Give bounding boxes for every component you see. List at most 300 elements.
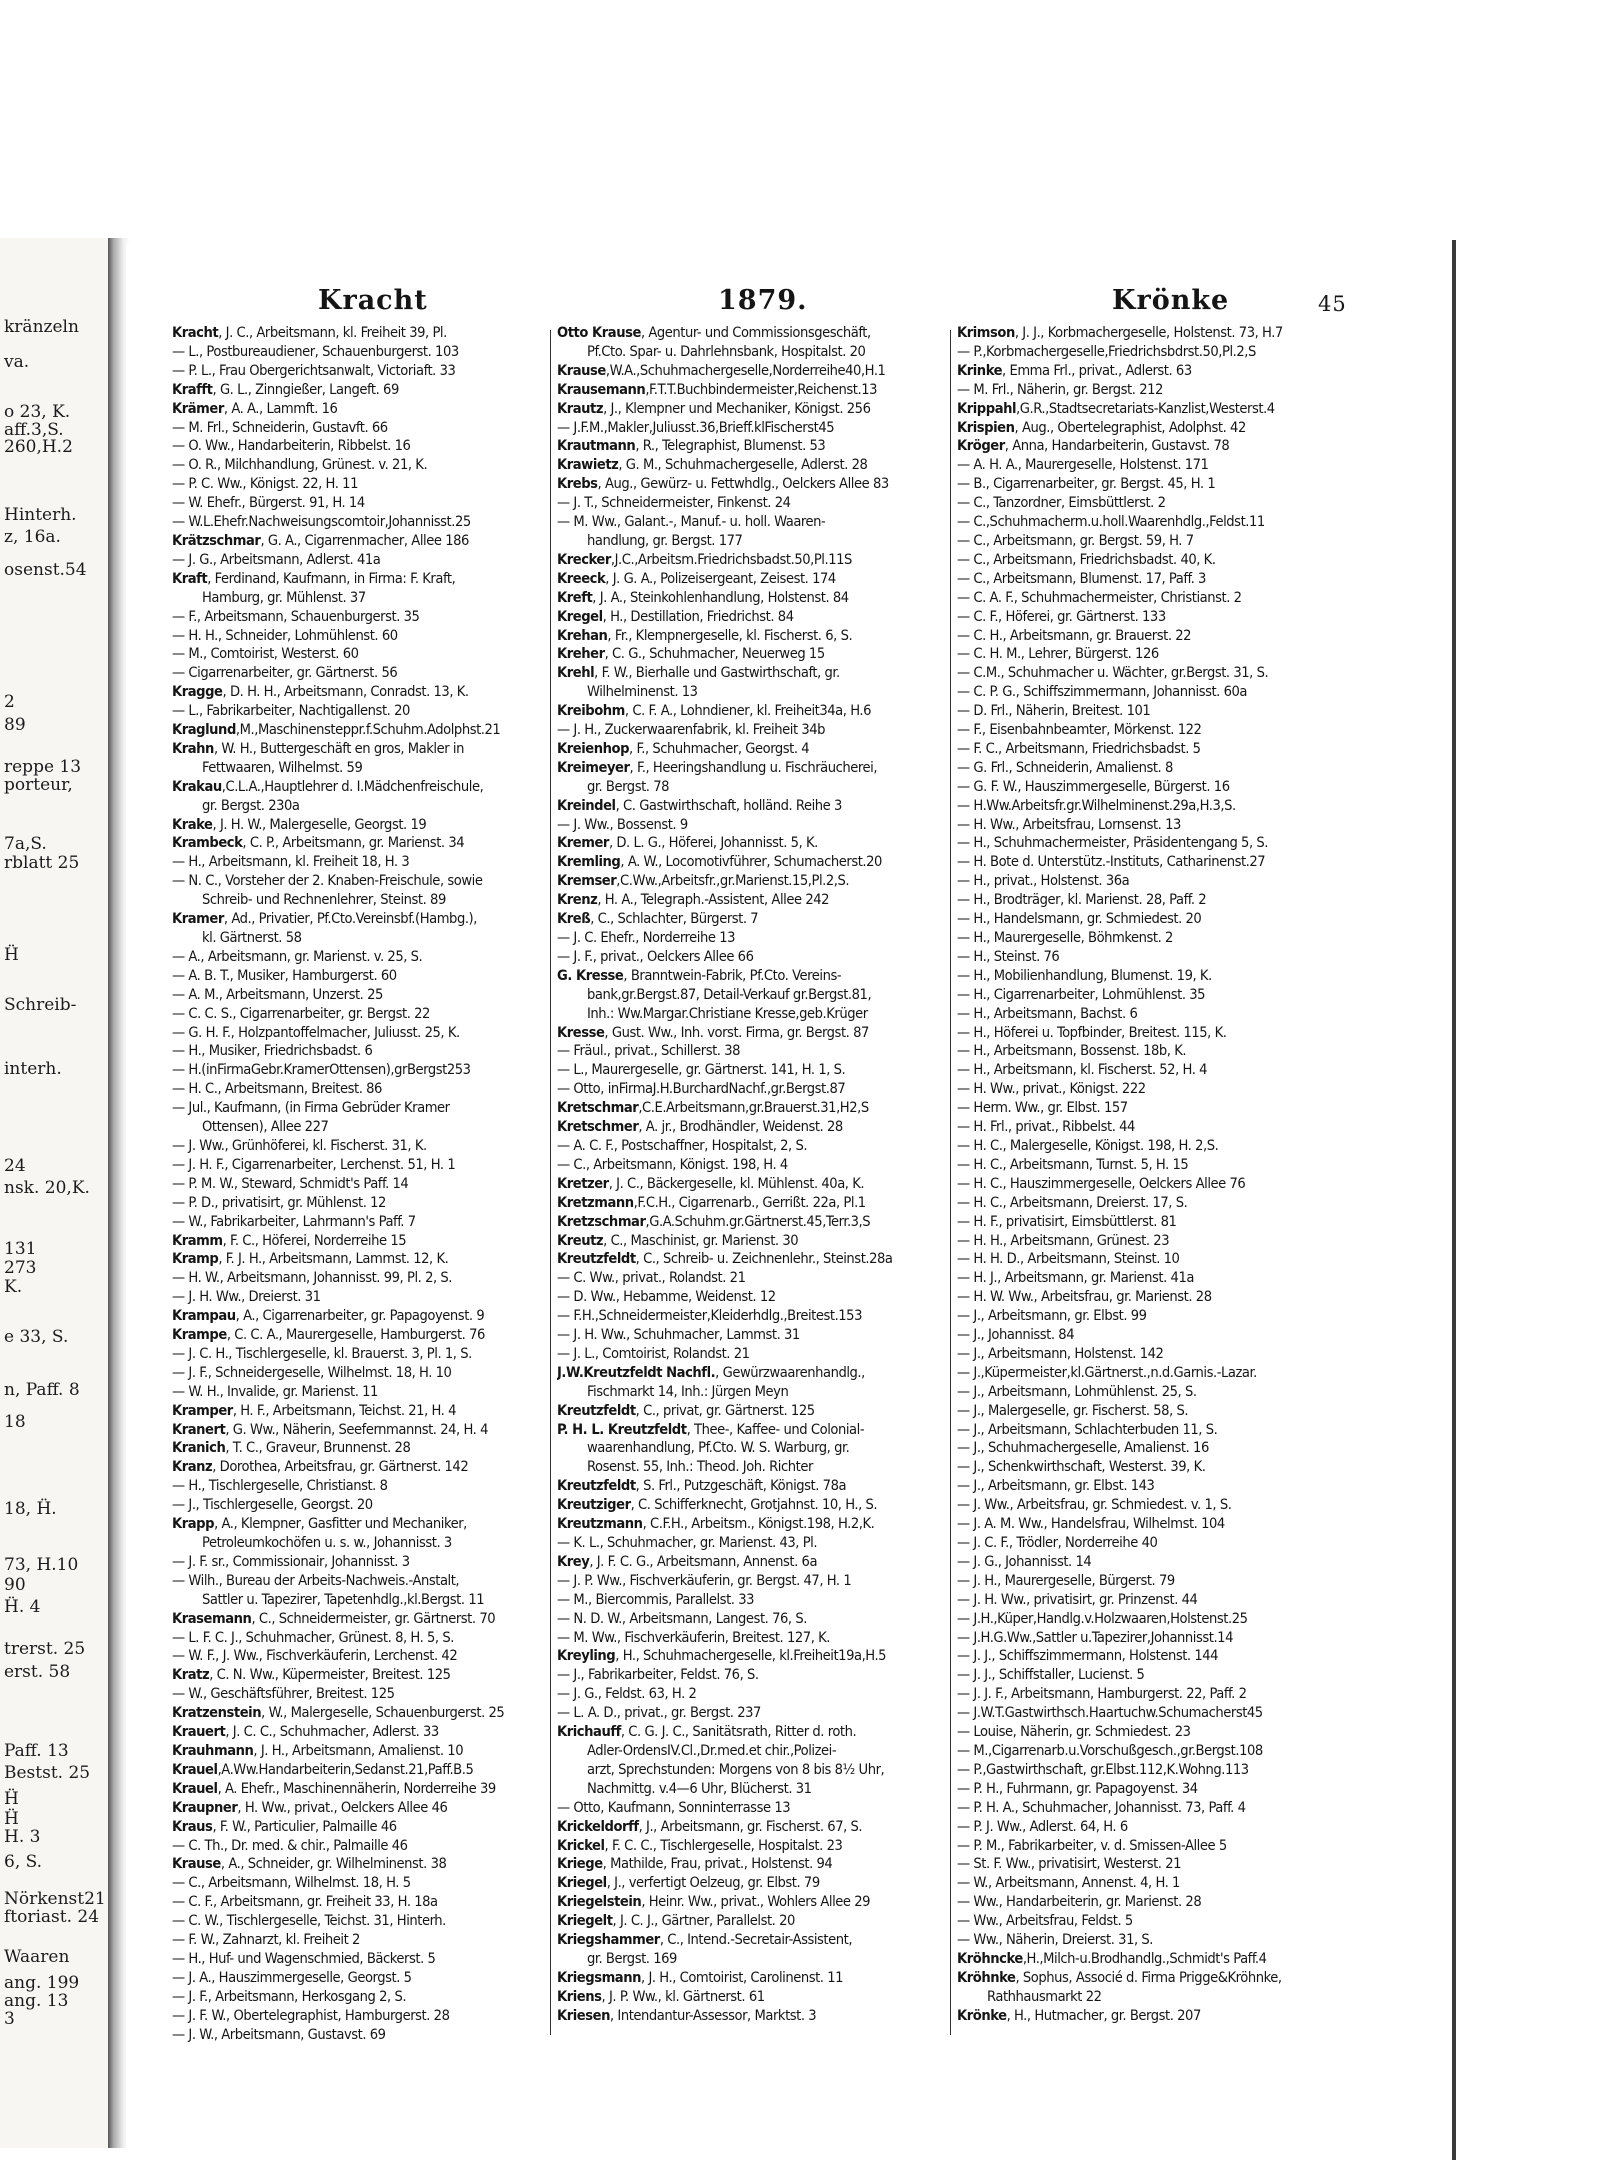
entry-details: , C. G. J. C., Sanitätsrath, Ritter d. roth.	[620, 1723, 857, 1741]
entry-details: — P. C. Ww., Königst. 22, H. 11	[172, 475, 358, 493]
entry-details: Fischmarkt 14, Inh.: Jürgen Meyn	[587, 1382, 789, 1400]
left-page-text-fragment: 18, Ḧ.	[4, 1499, 57, 1519]
directory-entry	[172, 740, 546, 759]
entry-surname: Kremser	[557, 872, 617, 890]
directory-entry-line	[557, 721, 946, 740]
directory-entry	[557, 1553, 946, 1572]
entry-surname: Kraus	[172, 1817, 213, 1835]
directory-entry	[557, 1647, 946, 1666]
left-page-text-fragment: reppe 13	[4, 757, 82, 777]
entry-details: Ottensen), Allee 227	[202, 1118, 329, 1136]
entry-details: — J. H. F., Cigarrenarbeiter, Lerchenst. 51, H. 1	[172, 1155, 456, 1173]
entry-details: — J., Arbeitsmann, gr. Elbst. 99	[957, 1307, 1147, 1325]
entry-details: , J. C. J., Gärtner, Parallelst. 20	[612, 1912, 795, 1930]
left-page-text-fragment: n, Paff. 8	[4, 1380, 80, 1400]
entry-details: — J. H. Ww., privatisirt, gr. Prinzenst. 44	[957, 1590, 1198, 1608]
entry-surname: Kreibohm	[557, 702, 625, 720]
directory-entry-line	[557, 1042, 946, 1061]
entry-surname: Krapp	[172, 1515, 215, 1533]
directory-entry-line	[172, 494, 546, 513]
entry-details: Nachmittg. v.4—6 Uhr, Blücherst. 31	[587, 1779, 812, 1797]
entry-details: , J. H. W., Malergeselle, Georgst. 19	[212, 815, 427, 833]
entry-details: Pf.Cto. Spar- u. Dahrlehnsbank, Hospitalst. 20	[587, 342, 866, 360]
entry-details: — C. Th., Dr. med. & chir., Palmaille 46	[172, 1836, 408, 1854]
directory-entry	[172, 834, 546, 853]
directory-entry	[957, 1950, 1341, 1969]
entry-details: , Intendantur-Assessor, Marktst. 3	[609, 2006, 817, 2024]
entry-details: ,J.C.,Arbeitsm.Friedrichsbadst.50,Pl.11S	[610, 550, 852, 568]
left-page-text-fragment: 73, H.10	[4, 1555, 79, 1575]
entry-surname: Kreyling	[557, 1647, 616, 1665]
entry-details: Adler-OrdensIV.Cl.,Dr.med.et chir.,Polizei-	[587, 1741, 837, 1759]
entry-details: , A. W., Locomotivführer, Schumacherst.20	[620, 853, 882, 871]
directory-entry-line	[957, 910, 1341, 929]
directory-entry	[172, 1799, 546, 1818]
entry-details: , J. C., Bäckergeselle, kl. Mühlenst. 40a, K.	[608, 1174, 865, 1192]
entry-details: — C. W., Tischlergeselle, Teichst. 31, Hinterh.	[172, 1912, 446, 1930]
entry-details: — L. A. D., privat., gr. Bergst. 237	[557, 1704, 761, 1722]
directory-entry-line	[172, 1685, 546, 1704]
directory-entry-line	[172, 1931, 546, 1950]
directory-entry	[172, 1515, 546, 1534]
directory-entry	[172, 1421, 546, 1440]
directory-entry	[557, 1515, 946, 1534]
entry-surname: Kreutz	[557, 1231, 604, 1249]
directory-entry-line	[557, 1780, 946, 1799]
directory-entry-line	[557, 513, 946, 532]
entry-details: , F., Heeringshandlung u. Fischräucherei,	[629, 758, 878, 776]
entry-details: — J., Malergeselle, gr. Fischerst. 58, S.	[957, 1401, 1189, 1419]
entry-surname: Krampau	[172, 1307, 236, 1325]
entry-surname: Kriegsmann	[557, 1968, 642, 1986]
directory-entry-line	[957, 1175, 1341, 1194]
entry-details: ,F.T.T.Buchbindermeister,Reichenst.13	[645, 380, 878, 398]
directory-entry-line	[172, 589, 546, 608]
directory-entry	[557, 967, 946, 986]
entry-details: , Aug., Gewürz- u. Fettwhdlg., Oelckers Allee 83	[597, 475, 889, 493]
directory-entry-line	[172, 1950, 546, 1969]
entry-details: — H., Höferei u. Topfbinder, Breitest. 115, K.	[957, 1023, 1227, 1041]
entry-surname: Otto Krause	[557, 324, 641, 341]
entry-details: , A., Klempner, Gasfitter und Mechaniker,	[214, 1515, 467, 1533]
directory-entry	[557, 1194, 946, 1213]
directory-entry-line	[957, 1458, 1341, 1477]
directory-entry-line	[957, 967, 1341, 986]
entry-details: — J.,Küpermeister,kl.Gärtnerst.,n.d.Garnis.-Lazar.	[957, 1363, 1257, 1381]
entry-details: — D. Ww., Hebamme, Weidenst. 12	[557, 1288, 776, 1306]
directory-entry-line	[557, 1288, 946, 1307]
directory-entry	[557, 324, 946, 343]
entry-surname: Kreindel	[557, 796, 616, 814]
entry-surname: Kreeck	[557, 569, 606, 587]
directory-column-1	[172, 324, 546, 2044]
entry-details: — J., Tischlergeselle, Georgst. 20	[172, 1496, 373, 1514]
entry-surname: Kratz	[172, 1666, 210, 1684]
entry-details: — J. J., Schiffszimmermann, Holstenst. 144	[957, 1647, 1219, 1665]
left-page-text-fragment: erst. 58	[4, 1662, 71, 1682]
entry-details: ,G.R.,Stadtsecretariats-Kanzlist,Westerst.4	[1016, 399, 1275, 417]
directory-entry-line	[957, 1496, 1341, 1515]
entry-details: , H. Ww., privat., Oelckers Allee 46	[237, 1798, 448, 1816]
entry-details: , T. C., Graveur, Brunnenst. 28	[225, 1439, 411, 1457]
directory-entry	[957, 419, 1341, 438]
entry-details: , H., Schuhmachergeselle, kl.Freiheit19a,H.5	[615, 1647, 887, 1665]
entry-details: ,C.E.Arbeitsmann,gr.Brauerst.31,H2,S	[638, 1099, 869, 1117]
entry-details: Schreib- und Rechnenlehrer, Steinst. 89	[202, 891, 446, 909]
entry-details: — Ww., Arbeitsfrau, Feldst. 5	[957, 1912, 1133, 1930]
entry-details: — Fräul., privat., Schillerst. 38	[557, 1042, 741, 1060]
directory-entry	[557, 1364, 946, 1383]
entry-details: ,G.A.Schuhm.gr.Gärtnerst.45,Terr.3,S	[645, 1212, 871, 1230]
directory-entry-line	[957, 1383, 1341, 1402]
entry-surname: Krautz	[557, 399, 604, 417]
entry-details: — J. P. Ww., Fischverkäuferin, gr. Bergst. 47, H. 1	[557, 1571, 852, 1589]
entry-surname: Krecker	[557, 550, 611, 568]
directory-entry-line	[172, 1988, 546, 2007]
entry-details: , H., Hutmacher, gr. Bergst. 207	[1006, 2006, 1201, 2024]
directory-entry-line	[557, 1137, 946, 1156]
entry-details: — J. J., Schiffstaller, Lucienst. 5	[957, 1666, 1145, 1684]
entry-details: — J. A. M. Ww., Handelsfrau, Wilhelmst. 104	[957, 1515, 1225, 1533]
entry-details: — J. L., Comtoirist, Rolandst. 21	[557, 1344, 750, 1362]
entry-surname: Kröhnke	[957, 1968, 1016, 1986]
entry-details: — C., Arbeitsmann, Wilhelmst. 18, H. 5	[172, 1874, 411, 1892]
directory-entry	[557, 456, 946, 475]
entry-surname: Kriegelstein	[557, 1893, 642, 1911]
entry-details: , J. A., Steinkohlenhandlung, Holstenst. 84	[592, 588, 849, 606]
directory-entry-line	[557, 1326, 946, 1345]
directory-entry-line	[957, 1988, 1341, 2007]
entry-details: — P. M., Fabrikarbeiter, v. d. Smissen-Allee 5	[957, 1836, 1227, 1854]
directory-entry-line	[957, 986, 1341, 1005]
directory-entry-line	[957, 532, 1341, 551]
directory-entry-line	[957, 645, 1341, 664]
directory-entry	[172, 381, 546, 400]
entry-details: — F., Arbeitsmann, Schauenburgerst. 35	[172, 607, 420, 625]
directory-entry-line	[172, 1099, 546, 1118]
directory-entry-line	[957, 834, 1341, 853]
directory-entry-line	[172, 797, 546, 816]
entry-details: — O. Ww., Handarbeiterin, Ribbelst. 16	[172, 437, 411, 455]
directory-entry-line	[172, 1288, 546, 1307]
directory-entry-line	[957, 1061, 1341, 1080]
entry-details: — P. H., Fuhrmann, gr. Papagoyenst. 34	[957, 1779, 1198, 1797]
entry-details: , R., Telegraphist, Blumenst. 53	[635, 437, 826, 455]
directory-entry-line	[172, 627, 546, 646]
entry-surname: Krampe	[172, 1326, 227, 1344]
directory-entry	[557, 872, 946, 891]
entry-surname: Kriegshammer	[557, 1931, 660, 1949]
left-page-text-fragment: H. 3	[4, 1827, 41, 1847]
directory-entry	[172, 1761, 546, 1780]
directory-entry	[557, 834, 946, 853]
directory-entry-line	[957, 1780, 1341, 1799]
directory-entry-line	[957, 1156, 1341, 1175]
entry-details: , C. F. A., Lohndiener, kl. Freiheit34a, H.6	[624, 702, 871, 720]
directory-entry-line	[957, 948, 1341, 967]
entry-details: — H. J., Arbeitsmann, gr. Marienst. 41a	[957, 1269, 1194, 1287]
directory-entry-line	[172, 1874, 546, 1893]
entry-surname: Kratzenstein	[172, 1704, 262, 1722]
entry-details: , C. P., Arbeitsmann, gr. Marienst. 34	[242, 834, 465, 852]
left-page-text-fragment: 3	[4, 2009, 15, 2029]
entry-details: — M. Ww., Fischverkäuferin, Breitest. 127, K.	[557, 1628, 831, 1646]
entry-surname: Kramm	[172, 1231, 223, 1249]
directory-entry-line	[172, 1194, 546, 1213]
left-page-text-fragment: 90	[4, 1575, 26, 1595]
entry-details: — J. T., Schneidermeister, Finkenst. 24	[557, 494, 791, 512]
entry-details: , Gust. Ww., Inh. vorst. Firma, gr. Bergst. 87	[604, 1023, 869, 1041]
directory-entry	[557, 1250, 946, 1269]
entry-details: , J. G. A., Polizeisergeant, Zeisest. 174	[605, 569, 836, 587]
entry-details: — C. F., Höferei, gr. Gärtnerst. 133	[957, 607, 1166, 625]
entry-surname: Kresse	[557, 1023, 605, 1041]
entry-details: , F. W., Particulier, Palmaille 46	[212, 1817, 397, 1835]
entry-details: — Cigarrenarbeiter, gr. Gärtnerst. 56	[172, 664, 398, 682]
entry-details: , G. Ww., Näherin, Seefernmannst. 24, H. 4	[225, 1420, 488, 1438]
entry-details: — Herm. Ww., gr. Elbst. 157	[957, 1099, 1128, 1117]
entry-details: , H. F., Arbeitsmann, Teichst. 21, H. 4	[232, 1401, 457, 1419]
left-page-text-fragment: 131	[4, 1239, 37, 1259]
entry-details: — H., privat., Holstenst. 36a	[957, 872, 1130, 890]
directory-entry	[172, 400, 546, 419]
entry-details: , J. P. Ww., kl. Gärtnerst. 61	[601, 1987, 765, 2005]
directory-entry-line	[172, 2026, 546, 2044]
left-page-text-fragment: K.	[4, 1277, 23, 1297]
entry-details: — J. J. F., Arbeitsmann, Hamburgerst. 22, Paff. 2	[957, 1685, 1247, 1703]
directory-entry	[172, 324, 546, 343]
directory-entry	[557, 627, 946, 646]
entry-details: , Dorothea, Arbeitsfrau, gr. Gärtnerst. 142	[212, 1458, 469, 1476]
entry-surname: Kreutziger	[557, 1496, 631, 1514]
entry-details: — J. F., Arbeitsmann, Herkosgang 2, S.	[172, 1987, 407, 2005]
entry-details: , C.F.H., Arbeitsm., Königst.198, H.2,K.	[642, 1515, 875, 1533]
entry-details: , W. H., Buttergeschäft en gros, Makler in	[213, 739, 464, 757]
directory-entry-line	[957, 872, 1341, 891]
entry-surname: Kracht	[172, 324, 219, 341]
entry-details: , C. Gastwirthschaft, holländ. Reihe 3	[615, 796, 842, 814]
directory-entry	[172, 683, 546, 702]
left-page-text-fragment: rblatt 25	[4, 853, 80, 873]
directory-entry-line	[957, 1647, 1341, 1666]
directory-entry-line	[172, 475, 546, 494]
left-page-text-fragment: interh.	[4, 1059, 62, 1079]
entry-details: — H. H. D., Arbeitsmann, Steinst. 10	[957, 1250, 1180, 1268]
directory-entry	[557, 437, 946, 456]
directory-entry-line	[957, 1742, 1341, 1761]
entry-details: , Emma Frl., privat., Adlerst. 63	[1002, 361, 1192, 379]
left-page-text-fragment: ang. 13	[4, 1991, 69, 2011]
entry-details: ,W.A.,Schuhmachergeselle,Norderreihe40,H.1	[605, 361, 886, 379]
directory-column-3	[957, 324, 1341, 2044]
entry-details: — H. C., Arbeitsmann, Turnst. 5, H. 15	[957, 1155, 1189, 1173]
directory-entry	[557, 1024, 946, 1043]
directory-entry-line	[957, 1855, 1341, 1874]
entry-details: — W.L.Ehefr.Nachweisungscomtoir,Johannisst.25	[172, 513, 471, 531]
directory-entry-line	[172, 1837, 546, 1856]
directory-entry	[172, 1723, 546, 1742]
entry-surname: Kregel	[557, 607, 603, 625]
directory-entry	[172, 1666, 546, 1685]
header-year: 1879.	[718, 285, 808, 316]
directory-entry-line	[957, 721, 1341, 740]
entry-details: — D. Frl., Näherin, Breitest. 101	[957, 702, 1151, 720]
entry-details: , A., Cigarrenarbeiter, gr. Papagoyenst. 9	[235, 1307, 485, 1325]
left-page-text-fragment: 24	[4, 1156, 26, 1176]
directory-entry-line	[957, 1874, 1341, 1893]
directory-entry-line	[957, 627, 1341, 646]
entry-details: , W., Malergeselle, Schauenburgerst. 25	[261, 1704, 505, 1722]
directory-entry-line	[557, 1610, 946, 1629]
directory-entry	[557, 1232, 946, 1251]
entry-surname: Kröhncke	[957, 1949, 1023, 1967]
directory-entry	[557, 400, 946, 419]
entry-details: , F. C. C., Tischlergeselle, Hospitalst. 23	[604, 1836, 843, 1854]
directory-entry-line	[957, 381, 1341, 400]
entry-details: — J. F., Schneidergeselle, Wilhelmst. 18, H. 10	[172, 1363, 452, 1381]
entry-details: — H., Schuhmachermeister, Präsidentengang 5, S.	[957, 834, 1269, 852]
directory-entry-line	[172, 1061, 546, 1080]
directory-entry-line	[957, 740, 1341, 759]
directory-entry-line	[557, 1383, 946, 1402]
entry-details: — P.,Gastwirthschaft, gr.Elbst.112,K.Wohng.113	[957, 1760, 1249, 1778]
directory-entry-line	[957, 1288, 1341, 1307]
entry-details: , F. W., Bierhalle und Gastwirthschaft, gr.	[594, 664, 840, 682]
entry-details: , H. A., Telegraph.-Assistent, Allee 242	[597, 891, 830, 909]
directory-entry-line	[957, 1118, 1341, 1137]
directory-entry-line	[172, 551, 546, 570]
entry-details: arzt, Sprechstunden: Morgens von 8 bis 8½ Uhr,	[587, 1760, 885, 1778]
entry-surname: Kreutzfeldt	[557, 1250, 636, 1268]
entry-surname: Krambeck	[172, 834, 243, 852]
directory-entry	[557, 1421, 946, 1440]
entry-details: , Thee-, Kaffee- und Colonial-	[686, 1420, 865, 1438]
directory-entry	[557, 1099, 946, 1118]
directory-entry	[557, 1988, 946, 2007]
directory-entry	[557, 570, 946, 589]
entry-details: , J., Klempner und Mechaniker, Königst. 256	[603, 399, 871, 417]
entry-details: , Fr., Klempnergeselle, kl. Fischerst. 6, S.	[607, 626, 853, 644]
directory-entry-line	[957, 1137, 1341, 1156]
left-page-text-fragment: Nörkenst21	[4, 1889, 106, 1909]
entry-surname: Kreimeyer	[557, 758, 630, 776]
directory-entry-line	[557, 948, 946, 967]
directory-entry	[557, 759, 946, 778]
entry-details: Petroleumkochöfen u. s. w., Johannisst. 3	[202, 1534, 452, 1551]
directory-entry-line	[957, 1818, 1341, 1837]
directory-entry-line	[957, 816, 1341, 835]
entry-details: , C., Schlachter, Bürgerst. 7	[590, 910, 759, 928]
left-page-text-fragment: Ḧ. 4	[4, 1597, 41, 1617]
directory-entry-line	[957, 702, 1341, 721]
directory-entry-line	[557, 1799, 946, 1818]
directory-entry-line	[957, 1477, 1341, 1496]
directory-entry	[957, 437, 1341, 456]
directory-entry-line	[172, 1024, 546, 1043]
entry-details: — H. H., Schneider, Lohmühlenst. 60	[172, 626, 398, 644]
entry-details: , C., Maschinist, gr. Marienst. 30	[603, 1231, 799, 1249]
entry-details: kl. Gärtnerst. 58	[202, 929, 302, 946]
entry-details: ,H.,Milch-u.Brodhandlg.,Schmidt's Paff.4	[1022, 1949, 1267, 1967]
directory-entry	[557, 475, 946, 494]
directory-entry-line	[957, 1232, 1341, 1251]
directory-entry-line	[172, 362, 546, 381]
entry-details: — H. C., Arbeitsmann, Breitest. 86	[172, 1080, 382, 1098]
entry-details: — W. H., Invalide, gr. Marienst. 11	[172, 1382, 378, 1400]
directory-entry-line	[957, 1326, 1341, 1345]
directory-entry	[957, 400, 1341, 419]
directory-entry-line	[172, 872, 546, 891]
entry-surname: Krinke	[957, 361, 1003, 379]
directory-entry-line	[557, 1269, 946, 1288]
entry-details: — H., Maurergeselle, Böhmkenst. 2	[957, 929, 1173, 946]
directory-entry	[172, 532, 546, 551]
directory-entry-line	[172, 759, 546, 778]
entry-surname: Krauel	[172, 1760, 218, 1778]
directory-entry	[557, 664, 946, 683]
directory-entry-line	[957, 589, 1341, 608]
entry-surname: Kraupner	[172, 1798, 238, 1816]
directory-entry	[557, 2007, 946, 2026]
entry-details: — Louise, Näherin, gr. Schmiedest. 23	[957, 1723, 1191, 1741]
directory-entry-line	[557, 532, 946, 551]
entry-surname: Krehl	[557, 664, 595, 682]
entry-details: — W. F., J. Ww., Fischverkäuferin, Lerchenst. 42	[172, 1647, 458, 1665]
entry-surname: Krauert	[172, 1723, 226, 1741]
directory-entry-line	[957, 1761, 1341, 1780]
directory-entry-line	[957, 1080, 1341, 1099]
entry-details: , J. H., Comtoirist, Carolinenst. 11	[641, 1968, 844, 1986]
entry-details: , A. Ehefr., Maschinennäherin, Norderreihe 39	[217, 1779, 496, 1797]
directory-entry	[172, 1439, 546, 1458]
entry-surname: Krasemann	[172, 1609, 252, 1627]
entry-details: — W., Geschäftsführer, Breitest. 125	[172, 1685, 395, 1703]
entry-details: — H.Ww.Arbeitsfr.gr.Wilhelminenst.29a,H.3,S.	[957, 796, 1236, 814]
directory-entry	[557, 362, 946, 381]
entry-surname: Krause	[557, 361, 606, 379]
entry-details: — A. H. A., Maurergeselle, Holstenst. 171	[957, 456, 1209, 474]
entry-surname: Kraft	[172, 569, 208, 587]
directory-entry-line	[172, 1137, 546, 1156]
directory-entry-line	[557, 1685, 946, 1704]
entry-details: — H., Arbeitsmann, kl. Freiheit 18, H. 3	[172, 853, 410, 871]
directory-entry-line	[957, 1610, 1341, 1629]
entry-details: — C., Arbeitsmann, Friedrichsbadst. 40, K.	[957, 550, 1216, 568]
entry-details: — N. C., Vorsteher der 2. Knaben-Freischule, sowie	[172, 872, 483, 890]
entry-details: — A. C. F., Postschaffner, Hospitalst, 2, S.	[557, 1136, 808, 1154]
directory-entry	[172, 1780, 546, 1799]
directory-entry-line	[557, 494, 946, 513]
entry-details: — P. M. W., Steward, Schmidt's Paff. 14	[172, 1174, 409, 1192]
entry-surname: Kretschmar	[557, 1099, 639, 1117]
entry-surname: J.W.Kreutzfeldt Nachfl.	[557, 1363, 716, 1381]
entry-surname: Kremer	[557, 834, 609, 852]
directory-entry-line	[172, 702, 546, 721]
entry-details: — P.,Korbmachergeselle,Friedrichsbdrst.50,Pl.2,S	[957, 342, 1256, 360]
entry-details: — Otto, Kaufmann, Sonninterrasse 13	[557, 1798, 791, 1816]
directory-entry-line	[557, 778, 946, 797]
entry-surname: Krichauff	[557, 1723, 621, 1741]
entry-details: — M., Comtoirist, Westerst. 60	[172, 645, 359, 663]
entry-details: , A. A., Lammft. 16	[223, 399, 338, 417]
entry-details: , J. C., Arbeitsmann, kl. Freiheit 39, Pl.	[218, 324, 447, 341]
directory-entry	[172, 1855, 546, 1874]
entry-surname: Kreienhop	[557, 739, 630, 757]
entry-details: ,M.,Maschinensteppr.f.Schuhm.Adolphst.21	[235, 721, 501, 739]
entry-details: — J., Fabrikarbeiter, Feldst. 76, S.	[557, 1666, 759, 1684]
directory-entry-line	[172, 1572, 546, 1591]
directory-entry-line	[957, 1591, 1341, 1610]
